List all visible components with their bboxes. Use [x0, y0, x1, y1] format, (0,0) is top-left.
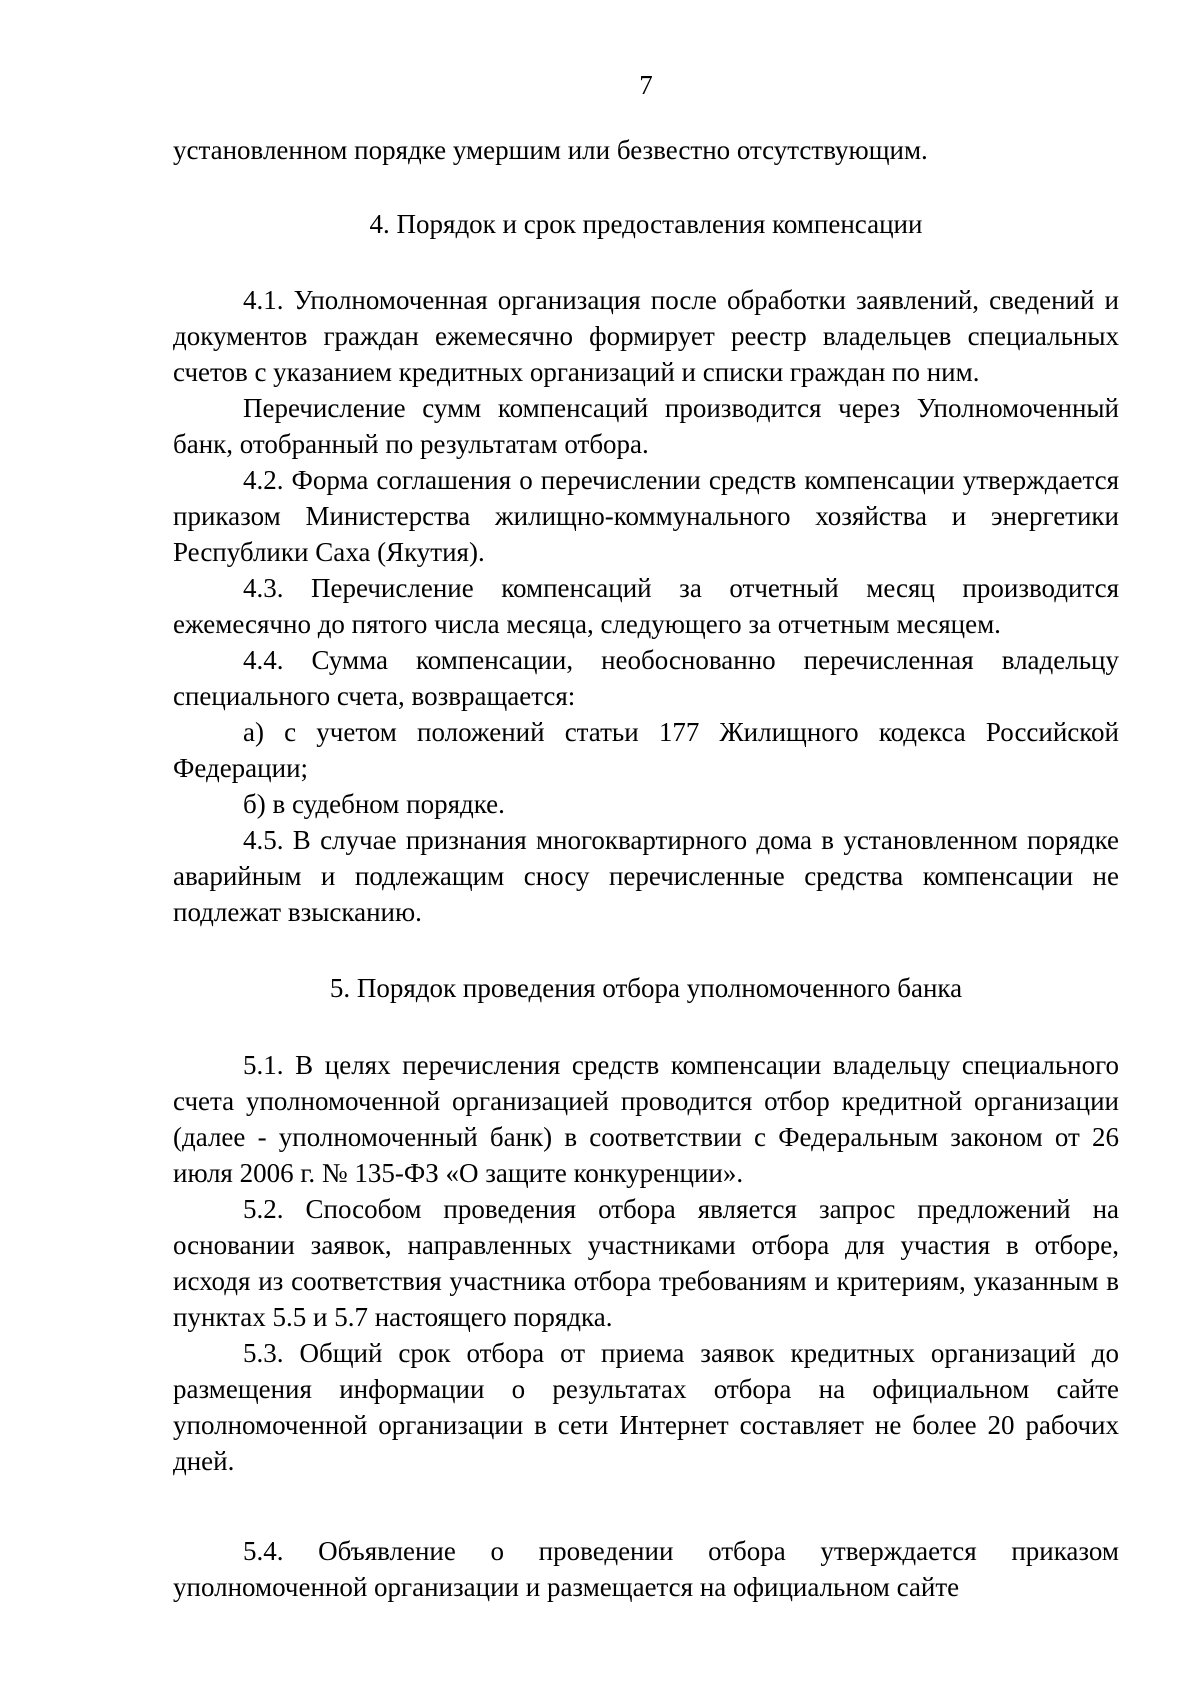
- document-body: [173, 132, 1119, 1605]
- section-4-heading: 4. Порядок и срок предоставления компенсации: [369, 209, 923, 239]
- paragraph-4-2: 4.2. Форма соглашения о перечислении средств компенсации утверждается приказом Министерства жилищно-коммунального хозяйства и энергетики Республики Саха (Якутия).: [173, 465, 1119, 567]
- paragraph-4-1-transfer: Перечисление сумм компенсаций производится через Уполномоченный банк, отобранный по результатам отбора.: [173, 393, 1119, 459]
- paragraph-4-4-a: а) с учетом положений статьи 177 Жилищного кодекса Российской Федерации;: [173, 717, 1119, 783]
- paragraph-4-4: 4.4. Сумма компенсации, необоснованно перечисленная владельцу специального счета, возвращается:: [173, 645, 1119, 711]
- paragraph-4-3: 4.3. Перечисление компенсаций за отчетный месяц производится ежемесячно до пятого числа месяца, следующего за отчетным месяцем.: [173, 573, 1119, 639]
- paragraph-4-4-b: б) в судебном порядке.: [243, 789, 505, 819]
- paragraph-5-3: 5.3. Общий срок отбора от приема заявок кредитных организаций до размещения информации о результатах отбора на официальном сайте уполномоченной организации в сети Интернет составляет не более 20 рабочих дней.: [173, 1338, 1119, 1476]
- continuation-paragraph: установленном порядке умершим или безвестно отсутствующим.: [173, 135, 928, 165]
- page-number: 7: [639, 70, 653, 100]
- paragraph-5-2: 5.2. Способом проведения отбора является запрос предложений на основании заявок, направленных участниками отбора для участия в отборе, исходя из соответствия участника отбора требованиям и критериям, указанным в пунктах 5.5 и 5.7 настоящего порядка.: [173, 1194, 1119, 1332]
- paragraph-4-5: 4.5. В случае признания многоквартирного дома в установленном порядке аварийным и подлежащим сносу перечисленные средства компенсации не подлежат взысканию.: [173, 825, 1119, 927]
- paragraph-4-1: 4.1. Уполномоченная организация после обработки заявлений, сведений и документов граждан ежемесячно формирует реестр владельцев специальных счетов с указанием кредитных организаций и списки граждан по ним.: [173, 285, 1119, 387]
- section-5-heading: 5. Порядок проведения отбора уполномоченного банка: [329, 973, 963, 1003]
- paragraph-5-4: 5.4. Объявление о проведении отбора утверждается приказом уполномоченной организации и размещается на официальном сайте: [173, 1536, 1119, 1602]
- paragraph-5-1: 5.1. В целях перечисления средств компенсации владельцу специального счета уполномоченной организацией проводится отбор кредитной организации (далее - уполномоченный банк) в соответствии с Федеральным законом от 26 июля 2006 г. № 135-ФЗ «О защите конкуренции».: [173, 1050, 1119, 1188]
